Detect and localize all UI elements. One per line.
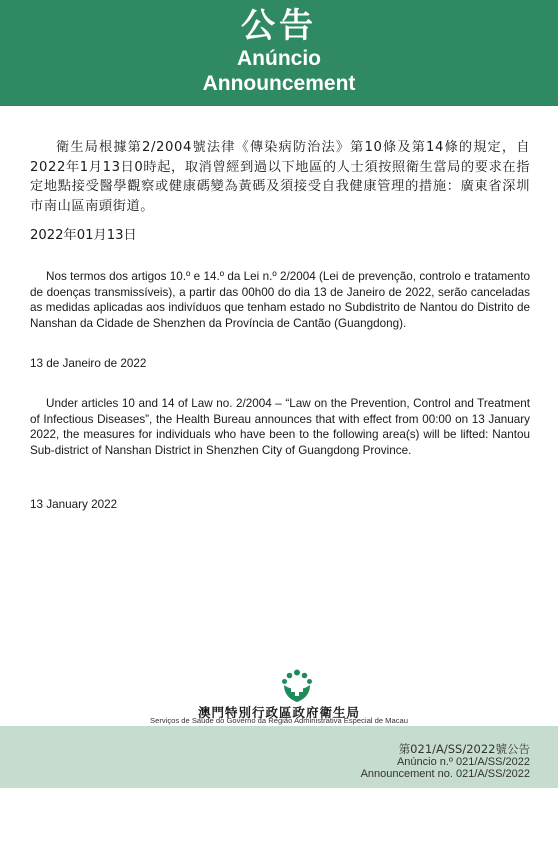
chinese-paragraph: 衛生局根據第2/2004號法律《傳染病防治法》第10條及第14條的規定，自2022年1月13日0時起，取消曾經到過以下地區的人士須按照衛生當局的要求在指定地點接受醫學觀察或健康碼變為黃碼及須接受自我健康管理的措施：廣東省深圳市南山區南頭街道。 (30, 140, 530, 214)
title-chinese: 公告 (241, 6, 317, 46)
reference-footer (0, 726, 558, 788)
title-portuguese: Anúncio (237, 47, 321, 70)
portuguese-date: 13 de Janeiro de 2022 (30, 357, 147, 370)
chinese-date: 2022年01月13日 (30, 228, 137, 243)
bureau-name-chinese: 澳門特別行政區政府衛生局 (197, 705, 360, 720)
english-paragraph: Under articles 10 and 14 of Law no. 2/2004 – “Law on the Prevention, Control and Treatment of Infectious Diseases”, the Health Bureau announces that with effect from 00:00 on 13 January 2022, the measures for individuals who have been to the following area(s) will be lifted: Nantou Sub-district of Nanshan District in Shenzhen City of Guangdong Province. (30, 397, 530, 457)
announcement-header (0, 0, 558, 106)
reference-number-english: Announcement no. 021/A/SS/2022 (360, 768, 530, 780)
title-english: Announcement (202, 72, 356, 95)
health-bureau-logo-icon (281, 669, 313, 703)
reference-number-chinese: 第021/A/SS/2022號公告 (398, 742, 530, 756)
english-date: 13 January 2022 (30, 498, 118, 511)
portuguese-paragraph: Nos termos dos artigos 10.º e 14.º da Lei n.º 2/2004 (Lei de prevenção, controlo e tratamento de doenças transmissíveis), a partir das 00h00 do dia 13 de Janeiro de 2022, serão canceladas as medidas aplicadas aos indivíduos que tenham estado no Subdistrito de Nantou do Distrito de Nanshan da Cidade de Shenzhen da Província de Cantão (Guangdong). (30, 270, 530, 330)
bureau-name-portuguese: Serviços de Saúde do Governo da Região Administrativa Especial de Macau (150, 716, 408, 725)
reference-number-portuguese: Anúncio n.º 021/A/SS/2022 (396, 756, 530, 768)
